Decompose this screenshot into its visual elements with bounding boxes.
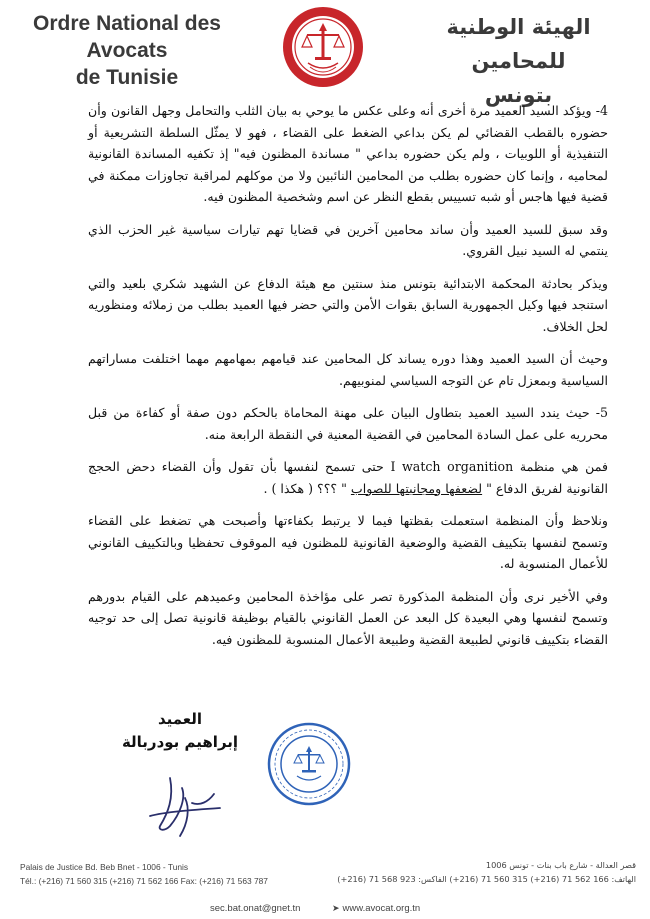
org-name-arabic-line2: بتونس (484, 83, 553, 107)
footer-contact-arabic (316, 858, 636, 886)
footer-phones-arabic: الهاتف: 166 562 71 (216+) 315 560 71 (216+) الفاكس: 923 568 71 (216+) (337, 874, 636, 884)
handwritten-signature-icon (130, 768, 240, 843)
footer-address-french: Palais de Justice Bd. Beb Bnet - 1006 - Tunis (20, 862, 189, 872)
org-name-french-line1: Ordre National des Avocats (33, 12, 221, 62)
paragraph-court-incident: ويذكر بحادثة المحكمة الابتدائية بتونس منذ سنتين مع هيئة الدفاع عن الشهيد شكري بلعيد والتي استنجد فيها وكيل الجمهورية السابق بقوات الأمن والتي حضر فيها العميد بطلب من زملائه ومنظوريه لحل الخلاف. (88, 275, 608, 334)
footer-email-text[interactable]: sec.bat.onat@gnet.tn (210, 903, 301, 914)
underlined-quote: لضعفها ومجانبتها للصواب (350, 480, 483, 496)
signature-block (110, 708, 250, 838)
footer-contact-french (20, 860, 320, 888)
footer-website[interactable] (332, 903, 420, 914)
signatory-title: العميد (157, 710, 203, 728)
arrow-icon: ➤ (332, 903, 340, 913)
paragraph-point-5: 5- حيث يندد السيد العميد بتطاول البيان على مهنة المحاماة بالحكم دون صفة أو كفاءة من قبل محرريه على عمل السادة المحامين في القضية المعنية في النقطة الرابعة منه. (88, 405, 608, 442)
paragraph-pressure-on-judiciary: ونلاحظ وأن المنظمة استعملت بقظتها فيما لا يرتبط بكفاءتها وأصبحت هي تضغط على القضاء وتسمح لنفسها بتكييف القضية والوضعية القانونية للمظنون فيه الموقوف تحفظيا وبالتكييف القانوني للأعمال المنسوبة له. (88, 513, 608, 571)
bar-association-emblem-icon (280, 3, 366, 91)
paragraph-dean-role: وحيث أن السيد العميد وهذا دوره يساند كل المحامين عند قيامهم بمهامهم مهما اختلفت مساراتهم السياسية وبمعزل تام عن التوجه السياسي لمنوبيهم. (88, 351, 608, 388)
paragraph-organization-question-end: " ؟؟؟ ( هكذا ) . (263, 480, 351, 496)
paragraph-conclusion: وفي الأخير نرى وأن المنظمة المذكورة تصر على مؤاخذة المحامين وعميدهم على القيام بدورهم وتسمح لنفسها وهي البعيدة كل البعد عن العمل القانوني بالقيام بوظيفة قانونية تصل إلى حد توجيه القضاء بتكييف قانوني لطبيعة القضية وطبيعة الأعمال المنسوبة للمظنون فيه. (88, 588, 608, 647)
letter-body (88, 100, 608, 661)
org-name-arabic (401, 10, 636, 112)
footer-address-arabic: قصر العدالة - شارع باب بنات - تونس 1006 (485, 860, 636, 870)
paragraph-organization-question-start: فمن هي منظمة I watch organition حتى تسمح لنفسها بأن تقول وأن القضاء دحض الحجج القانونية لفريق الدفاع " (88, 459, 608, 496)
org-name-arabic-line1: الهيئة الوطنية للمحامين (446, 15, 591, 73)
footer-website-text[interactable]: www.avocat.org.tn (342, 903, 421, 914)
footer-email[interactable] (210, 903, 300, 914)
paragraph-prior-support: وقد سبق للسيد العميد وأن ساند محامين آخرين في قضايا تهم تيارات سياسية غير الحزب الذي ينتمي له السيد نبيل القروي. (88, 221, 608, 258)
paragraph-point-4: 4- ويؤكد السيد العميد مرة أخرى أنه وعلى عكس ما يوحي به بيان الثلب والتحامل وجهل القانون وأن حضوره بالقطب القضائي لم يكن بداعي الضغط على القضاء ، فهو لا يمثّل السلطة التشريعية أو التنفيذية أو اللوبيات ، ولم يكن حضوره بداعي " مساندة المظنون فيه" إذ تكفيه المساندة القانونية لمحاميه ، وإنما كان حضوره بطلب من المحامين النائبين ولا من موكلهم لمراقبة تجاوزات ممكنة في قضية فيها هاجس أو شبه تسييس بقطع النظر عن اسم وشخصية المظنون فيه. (88, 103, 608, 204)
letterhead (0, 0, 650, 107)
signatory-name: إبراهيم بودربالة (121, 733, 239, 751)
org-name-french-line2: de Tunisie (75, 66, 179, 89)
paragraph-organization-question (88, 456, 608, 499)
footer-phones-french: Tél.: (+216) 71 560 315 (+216) 71 562 166 Fax: (+216) 71 563 787 (20, 876, 268, 886)
org-name-french (12, 10, 242, 91)
official-stamp-icon (265, 720, 353, 808)
